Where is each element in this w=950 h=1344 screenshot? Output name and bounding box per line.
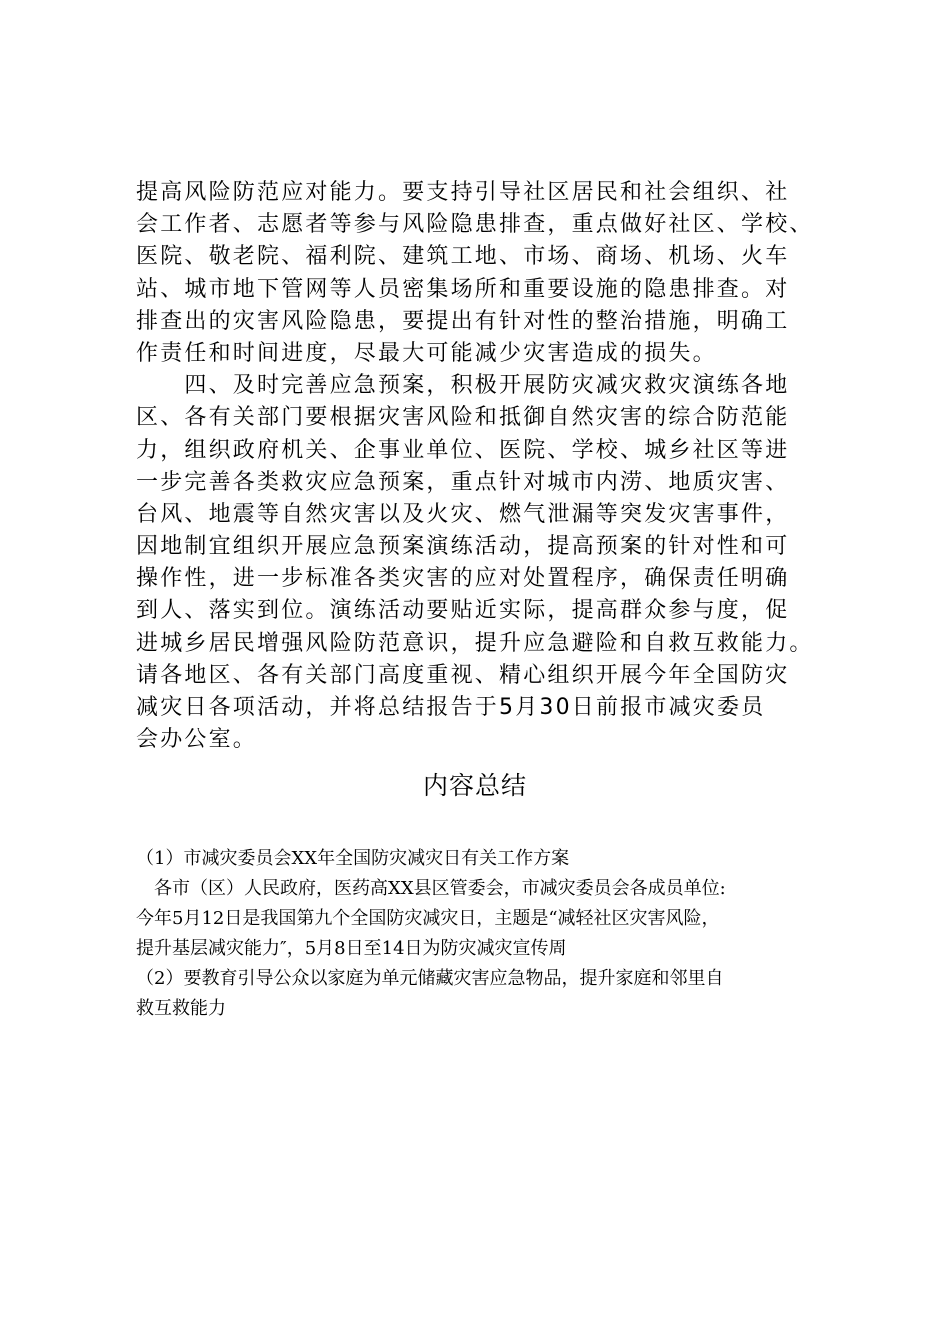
body-line: 力，组织政府机关、企事业单位、医院、学校、城乡社区等进 — [136, 437, 790, 463]
body-line: 一步完善各类救灾应急预案，重点针对城市内涝、地质灾害、 — [136, 469, 790, 495]
body-line: 会办公室。 — [136, 727, 258, 753]
body-line: 减灾日各项活动，并将总结报告于5月30日前报市减灾委员 — [136, 695, 766, 720]
summary-line: 提升基层减灾能力″，5月8日至14日为防灾减灾宣传周 — [136, 938, 567, 959]
body-line: 操作性，进一步标准各类灾害的应对处置程序，确保责任明确 — [136, 566, 790, 592]
body-line: 区、各有关部门要根据灾害风险和抵御自然灾害的综合防范能 — [136, 405, 790, 431]
body-line: 到人、落实到位。演练活动要贴近实际，提高群众参与度，促 — [136, 598, 790, 624]
summary-line: （2）要教育引导公众以家庭为单元储藏灾害应急物品，提升家庭和邻里自 — [136, 968, 724, 989]
body-line: 排查出的灾害风险隐患，要提出有针对性的整治措施，明确工 — [136, 308, 790, 334]
summary-line: 今年5月12日是我国第九个全国防灾减灾日，主题是“减轻社区灾害风险， — [136, 908, 720, 929]
body-line: 进城乡居民增强风险防范意识，提升应急避险和自救互救能力。 — [136, 630, 814, 656]
summary-title: 内容总结 — [422, 771, 527, 800]
body-line: 台风、地震等自然灾害以及火灾、燃气泄漏等突发灾害事件， — [136, 501, 790, 527]
body-text — [136, 177, 836, 756]
body-line: 请各地区、各有关部门高度重视、精心组织开展今年全国防灾 — [136, 662, 790, 688]
body-line: 因地制宜组织开展应急预案演练活动，提高预案的针对性和可 — [136, 534, 790, 560]
body-line: 提高风险防范应对能力。要支持引导社区居民和社会组织、社 — [136, 180, 790, 205]
body-line: 四、及时完善应急预案，积极开展防灾减灾救灾演练各地 — [136, 373, 790, 399]
body-line: 医院、敬老院、福利院、建筑工地、市场、商场、机场、火车 — [136, 244, 790, 270]
summary-section — [136, 844, 836, 1024]
summary-line: 救互救能力 — [136, 998, 226, 1019]
body-line: 作责任和时间进度，尽最大可能减少灾害造成的损失。 — [136, 340, 717, 366]
body-line: 站、城市地下管网等人员密集场所和重要设施的隐患排查。对 — [136, 276, 790, 302]
summary-line: （1）市减灾委员会XX年全国防灾减灾日有关工作方案 — [136, 848, 570, 869]
body-line: 会工作者、志愿者等参与风险隐患排查，重点做好社区、学校、 — [136, 212, 814, 238]
summary-line: 各市（区）人民政府，医药高XX县区管委会，市减灾委员会各成员单位: — [136, 878, 726, 899]
